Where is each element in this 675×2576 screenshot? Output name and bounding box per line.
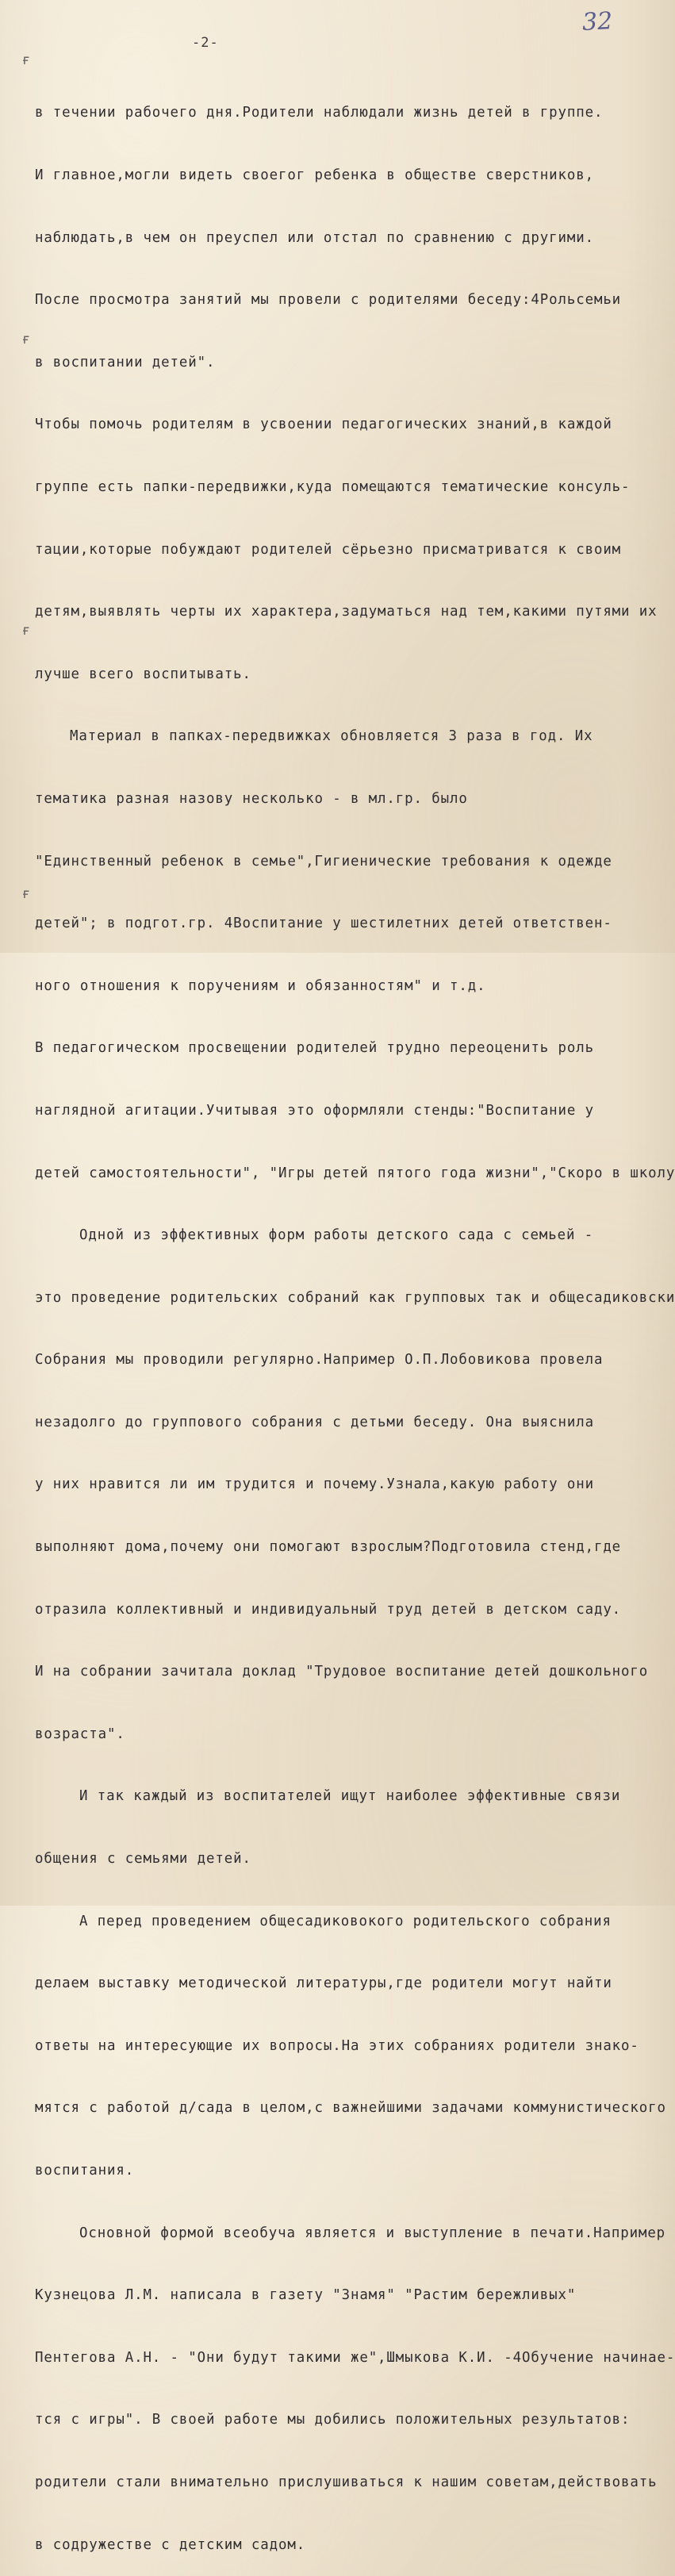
text-line: И главное,могли видеть своегог ребенка в обществе сверстников, — [35, 167, 594, 183]
text-line: детей"; в подгот.гр. 4Воспитание у шестилетних детей ответствен- — [35, 916, 612, 932]
text-line: тации,которые побуждают родителей сёрьезно присматриватся к своим — [35, 541, 622, 558]
text-line: Материал в папках-передвижках обновляется 3 раза в год. Их — [70, 728, 593, 745]
typed-text-body — [35, 61, 675, 2576]
text-line: это проведение родительских собраний как групповых так и общесадиковски — [35, 1289, 675, 1306]
text-line: ответы на интересующие их вопросы.На этих собраниях родители знако- — [35, 2037, 639, 2054]
text-line: родители стали внимательно прислушиваться к нашим советам,действовать — [35, 2474, 658, 2490]
text-line: ного отношения к поручениям и обязанностям" и т.д. — [35, 977, 486, 994]
margin-mark: ғ — [22, 886, 31, 902]
margin-mark: ғ — [22, 623, 31, 639]
margin-mark: ғ — [22, 52, 31, 68]
text-line: тематика разная назову несколько - в мл.гр. было — [35, 790, 468, 807]
text-line: И так каждый из воспитателей ищут наиболее эффективные связи — [79, 1788, 621, 1805]
text-line: в воспитании детей". — [35, 354, 216, 370]
text-line: А перед проведением общесадиковокого родительского собрания — [79, 1913, 612, 1929]
text-line: лучше всего воспитывать. — [35, 666, 251, 682]
text-line: "Единственный ребенок в семье",Гигиенические требования к одежде — [35, 853, 612, 870]
text-line: группе есть папки-передвижки,куда помещаются тематические консуль- — [35, 478, 631, 495]
text-line: делаем выставку методической литературы,где родители могут найти — [35, 1975, 612, 1992]
text-line: детям,выявлять черты их характера,задуматься над тем,какими путями их — [35, 604, 658, 620]
text-line: Кузнецова Л.М. написала в газету "Знамя" "Растим бережливых" — [35, 2287, 577, 2304]
text-line: И на собрании зачитала доклад "Трудовое воспитание детей дошкольного — [35, 1664, 649, 1680]
text-line: выполняют дома,почему они помогают взрослым?Подготовила стенд,где — [35, 1539, 622, 1556]
text-line: незадолго до группового собрания с детьми беседу. Она выяснила — [35, 1414, 594, 1430]
text-line: После просмотра занятий мы провели с родителями беседу:4Рольсемьи — [35, 292, 622, 309]
text-line: у них нравится ли им трудится и почему.Узнала,какую работу они — [35, 1476, 594, 1493]
margin-mark: ғ — [22, 332, 31, 347]
text-line: общения с семьями детей. — [35, 1851, 251, 1868]
text-line: отразила коллективный и индивидуальный труд детей в детском саду. — [35, 1601, 622, 1618]
text-line: Одной из эффективных форм работы детского сада с семьей - — [79, 1227, 594, 1244]
text-line: мятся с работой д/сада в целом,с важнейшими задачами коммунистического — [35, 2100, 666, 2117]
text-line: Пентегова А.Н. - "Они будут такими же",Шмыкова К.И. -4Обучение начинае- — [35, 2349, 675, 2366]
archive-page-number: 32 — [581, 7, 614, 36]
text-line: тся с игры". В своей работе мы добились положительных результатов: — [35, 2412, 631, 2428]
text-line: детей самостоятельности", "Игры детей пятого года жизни","Скоро в школу — [35, 1165, 675, 1181]
text-line: Чтобы помочь родителям в усвоении педагогических знаний,в каждой — [35, 417, 612, 433]
text-line: в содружестве с детским садом. — [35, 2536, 306, 2553]
text-line: наглядной агитации.Учитывая это оформляли стенды:"Воспитание у — [35, 1102, 594, 1119]
text-line: В педагогическом просвещении родителей трудно переоценить роль — [35, 1040, 594, 1057]
text-line: возраста". — [35, 1726, 125, 1742]
text-line: Основной формой всеобуча является и выступление в печати.Например — [79, 2225, 666, 2241]
page-number: -2- — [192, 35, 219, 51]
text-line: воспитания. — [35, 2163, 135, 2179]
text-line: Собрания мы проводили регулярно.Например О.П.Лобовикова провела — [35, 1352, 604, 1369]
text-line: наблюдать,в чем он преуспел или отстал по сравнению с другими. — [35, 229, 594, 246]
text-line: в течении рабочего дня.Родители наблюдали жизнь детей в группе. — [35, 105, 604, 121]
